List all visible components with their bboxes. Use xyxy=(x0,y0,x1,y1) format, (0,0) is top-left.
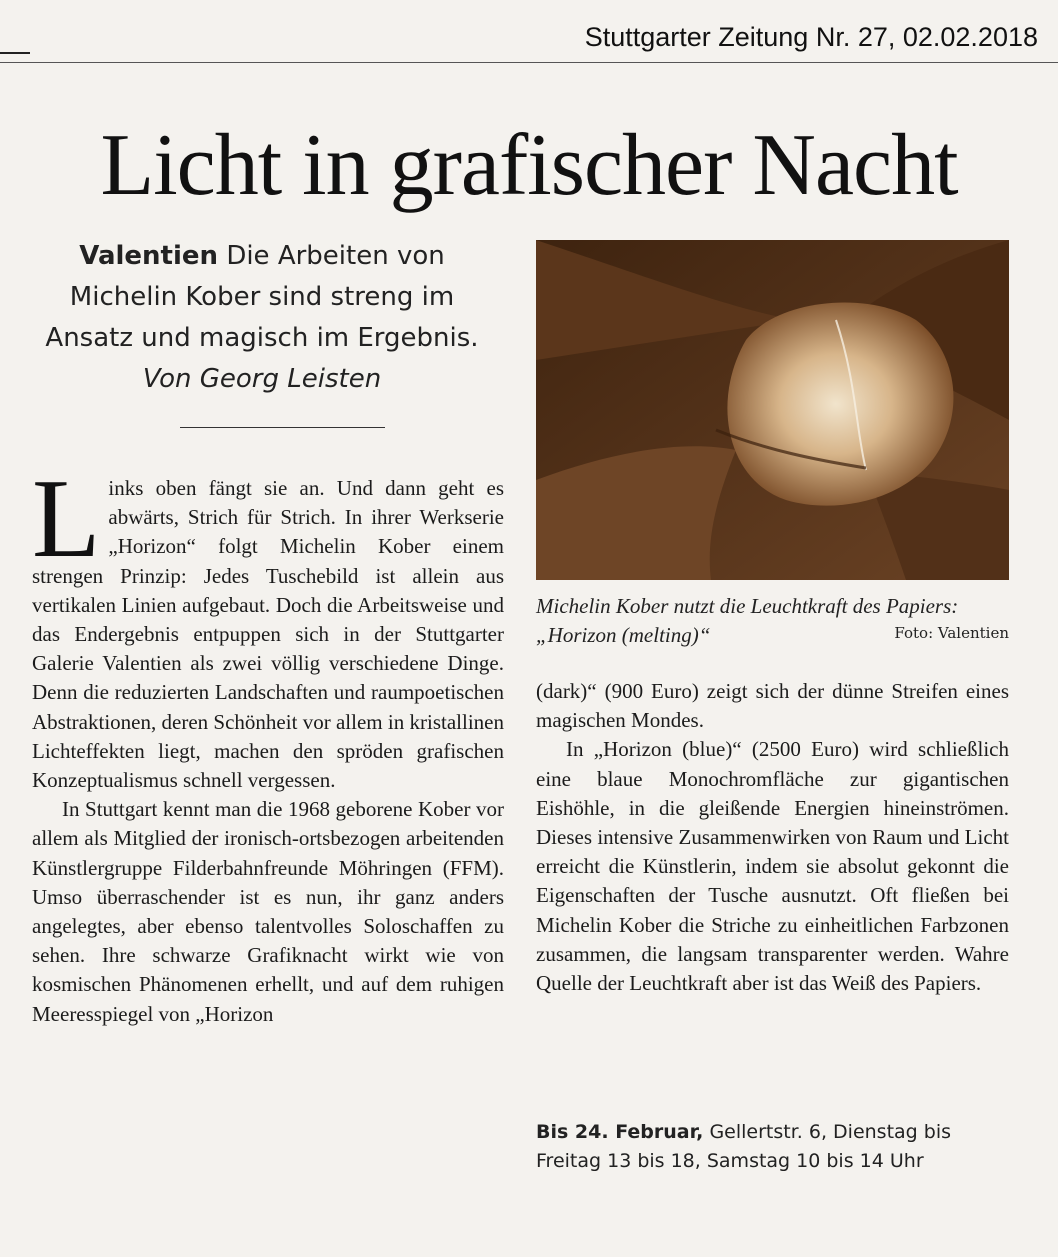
newspaper-source: Stuttgarter Zeitung Nr. 27, 02.02.2018 xyxy=(584,22,1038,52)
top-rule-stub xyxy=(0,52,30,54)
exhibition-dates: Bis 24. Februar, xyxy=(536,1121,704,1143)
article-right-column xyxy=(536,677,1009,998)
photo-credit: Foto: Valentien xyxy=(894,624,1009,642)
abstract-artwork-image xyxy=(536,240,1009,580)
photo-caption-text: Michelin Kober nutzt die Leuchtkraft des Papiers: „Horizon (melting)“ xyxy=(536,594,959,647)
intro-divider xyxy=(180,427,385,428)
exhibition-info xyxy=(536,1118,1009,1176)
paragraph-2-continued: (dark)“ (900 Euro) zeigt sich der dünne Streifen eines magischen Mondes. xyxy=(536,679,1009,733)
drop-cap: L xyxy=(32,457,101,581)
paragraph-1 xyxy=(32,457,504,795)
article-left-column xyxy=(32,457,504,1029)
paragraph-3: In „Horizon (blue)“ (2500 Euro) wird schließlich eine blaue Monochromfläche zur gigantischen Eishöhle, in die gleißende Energien hineinströmen. Dieses intensive Zusammenwirken von Raum und Licht erreicht die Künstlerin, indem sie absolut gekonnt die Eigenschaften der Tusche ausnutzt. Oft fließen bei Michelin Kober die Striche zu einheitlichen Farbzonen zusammen, die langsam transparenter werden. Wahre Quelle der Leuchtkraft aber ist das Weiß des Papiers. xyxy=(536,737,1009,996)
paragraph-1-text: inks oben fängt sie an. Und dann geht es abwärts, Strich für Strich. In ihrer Werkserie „Horizon“ folgt Michelin Kober einem strengen Prinzip: Jedes Tuschebild ist allein aus vertikalen Linien aufgebaut. Doch die Arbeitsweise und das Endergebnis entpuppen sich in der Stuttgarter Galerie Valentien als zwei völlig verschiedene Dinge. Denn die reduzierten Landschaften und raumpoetischen Abstraktionen, deren Schönheit vor allem in kristallinen Lichteffekten liegt, machen den spröden grafischen Konzeptualismus schnell vergessen. xyxy=(32,476,504,793)
article-intro xyxy=(22,236,502,400)
exhibition-details: Gellertstr. 6, Dienstag bis Freitag 13 bis 18, Samstag 10 bis 14 Uhr xyxy=(536,1121,952,1172)
article-photo xyxy=(536,240,1009,580)
intro-kicker: Valentien xyxy=(79,241,219,271)
paragraph-2: In Stuttgart kennt man die 1968 geborene Kober vor allem als Mitglied der ironisch-ortsbezogen arbeitenden Künstlergruppe Filderbahnfreunde Möhringen (FFM). Umso überraschender ist es nun, ihr ganz anders angelegtes, aber ebenso talentvolles Soloschaffen zu sehen. Ihre schwarze Grafiknacht wirkt wie von kosmischen Phänomenen erhellt, und auf dem ruhigen Meeresspiegel von „Horizon xyxy=(32,797,504,1026)
top-rule xyxy=(0,62,1058,63)
intro-text: Die Arbeiten von Michelin Kober sind streng im Ansatz und magisch im Ergebnis. xyxy=(45,241,479,353)
article-author: Von Georg Leisten xyxy=(142,364,382,394)
article-headline: Licht in grafischer Nacht xyxy=(100,117,958,214)
photo-caption xyxy=(536,592,1009,650)
